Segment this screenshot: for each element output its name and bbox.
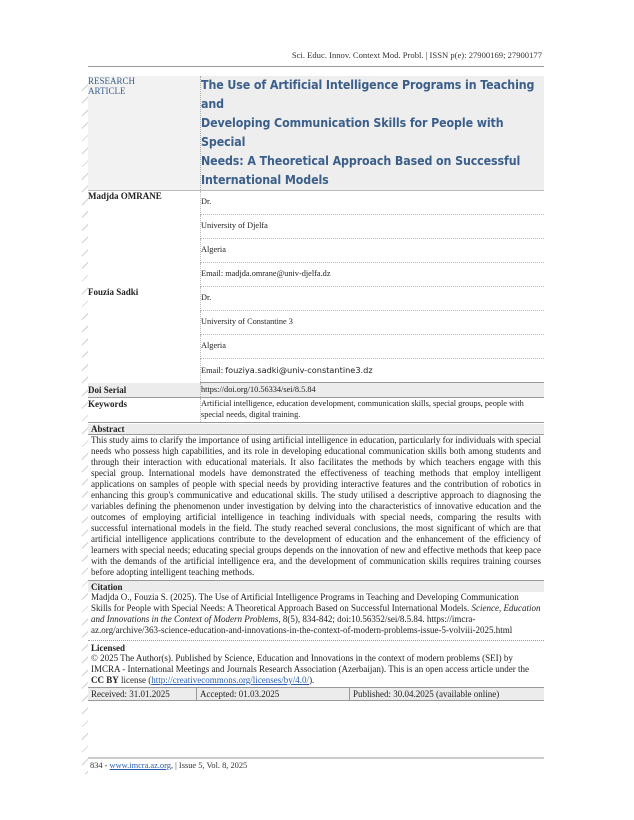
author-row	[88, 191, 544, 215]
author-name: Fouzia Sadki	[88, 286, 139, 297]
decorative-margin-pattern	[82, 84, 88, 774]
article-type: RESEARCH ARTICLE	[88, 76, 201, 191]
article-title-cell	[201, 76, 545, 191]
article-title: The Use of Artificial Intelligence Programs in Teaching and Developing Communication Skills for People with Special Needs: A Theoretical Approach Based on Successful International Models	[201, 78, 535, 187]
page-footer: 834 - www.imcra.az.org, | Issue 5, Vol. 8, 2025	[90, 761, 248, 770]
doi-label: Doi Serial	[88, 383, 201, 398]
footer-site-link[interactable]: www.imcra.az.org	[109, 761, 171, 770]
author-email[interactable]: Email: madjda.omrane@univ-djelfa.dz	[201, 263, 545, 287]
citation-journal: Science, Education and Innovations in the Context of Modern Problems	[91, 603, 541, 624]
abstract-label: Abstract	[88, 424, 544, 435]
license-link[interactable]: http://creativecommons.org/licenses/by/4.0/	[151, 675, 310, 685]
author-university: University of Djelfa	[201, 215, 545, 239]
license-label: Licensed	[91, 643, 126, 653]
author-title: Dr.	[201, 287, 545, 311]
author-country: Algeria	[201, 239, 545, 263]
accepted-date: Accepted: 01.03.2025	[197, 688, 350, 701]
footer-rule	[88, 757, 544, 759]
doi-link[interactable]: https://doi.org/10.56334/sei/8.5.84	[201, 383, 545, 398]
citation-label: Citation	[88, 580, 544, 592]
dates-table	[88, 687, 544, 701]
journal-header: Sci. Educ. Innov. Context Mod. Probl. | ISSN p(e): 27900169; 27900177	[291, 50, 542, 60]
header-rule	[88, 66, 544, 67]
citation-text: Madjda O., Fouzia S. (2025). The Use of Artificial Intelligence Programs in Teaching and Developing Communication Skills for People with Special Needs: A Theoretical Approach Based on Successful International Models. Science, Education and Innovations in the Context of Modern Problems, 8(5), 834-842; doi:10.56352/sei/8.5.84. https://imcra-az.org/archive/363-science-education-and-innovations-in-the-context-of-modern-problems-issue-5-volviii-2025.html	[88, 592, 544, 641]
author-title: Dr.	[201, 191, 545, 215]
article-meta-table	[88, 76, 544, 423]
published-date: Published: 30.04.2025 (available online)	[350, 688, 545, 701]
keywords-label: Keywords	[88, 398, 201, 423]
license-text: © 2025 The Author(s). Published by Science, Education and Innovations in the context of modern problems (SEI) by IMCRA - International Meetings and Journals Research Association (Azerbaijan). This is an open access article under the CC BY license (http://creativecommons.org/licenses/by/4.0/).	[91, 653, 529, 685]
author-university: University of Constantine 3	[201, 311, 545, 335]
keywords-value: Artificial intelligence, education development, communication skills, special groups, people with special needs, digital training.	[201, 398, 545, 423]
author-email-cell: Email: fouziya.sadki@univ-constantine3.dz	[201, 359, 545, 383]
cc-by-badge: CC BY	[91, 675, 119, 685]
author-row	[88, 287, 544, 311]
abstract-text: This study aims to clarify the importance of using artificial intelligence in education, particularly for individuals with special needs who possess high capabilities, and its role in developing educational communication skills both among students and through their interaction with educational materials. It also facilitates the methods by which teachers engage with this special group. International models have demonstrated the effectiveness of teaching methods that employ intelligent applications on samples of people with special needs by providing interactive features and the contribution of robotics in enhancing this group's communicative and educational skills. The study utilised a descriptive approach to diagnosing the variables defining the phenomenon under investigation by delving into the characteristics of innovative education and the outcomes of employing artificial intelligence in teaching individuals with special needs, comparing the results with successful international models in the field. The study reached several conclusions, the most significant of which are that artificial intelligence applications contribute to the development of education and the enhancement of the efficiency of learners with special needs; educating special groups depends on the innovation of new and effective methods that keep pace with the demands of the artificial intelligence era, and the development of communication skills requires training courses before adopting intelligent teaching methods.	[91, 435, 541, 577]
author-name: Madjda OMRANE	[88, 191, 162, 201]
author-country: Algeria	[201, 335, 545, 359]
author-email[interactable]: fouziya.sadki@univ-constantine3.dz	[225, 365, 373, 375]
article-page	[88, 76, 544, 701]
received-date: Received: 31.01.2025	[88, 688, 197, 701]
